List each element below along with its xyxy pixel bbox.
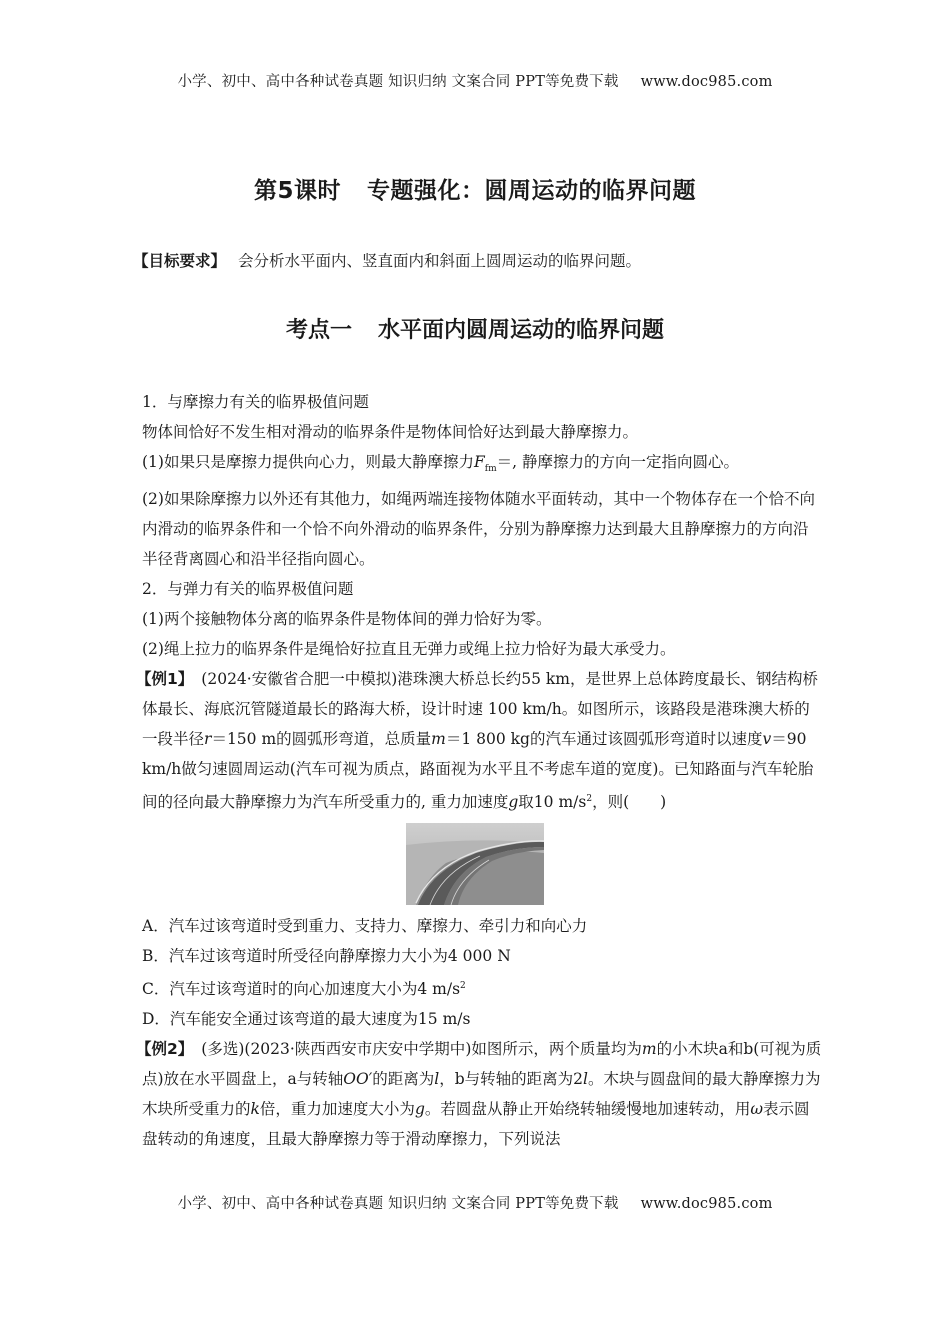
- sup-2: 2: [586, 794, 593, 805]
- var-v: v: [762, 730, 772, 749]
- text: ，b与转轴的距离为2: [439, 1070, 584, 1089]
- goal-tag: 【目标要求】: [133, 252, 227, 270]
- text: (1)如果只是摩擦力提供向心力，则最大静摩擦力: [142, 453, 474, 471]
- footer-site: www.doc985.com: [640, 1196, 773, 1212]
- paragraph-friction-case1: [142, 447, 822, 484]
- paragraph-friction-condition: 物体间恰好不发生相对滑动的临界条件是物体间恰好达到最大静摩擦力。: [142, 423, 639, 441]
- lesson-number: 第5课时: [253, 178, 341, 204]
- section-name: 水平面内圆周运动的临界问题: [378, 318, 665, 343]
- var-r: r: [204, 730, 212, 749]
- subheading-elastic: 2．与弹力有关的临界极值问题: [142, 580, 354, 599]
- text: 表示圆盘转动的角速度，且最大静摩擦力等于滑动摩擦力，下列说法: [142, 1100, 810, 1149]
- page-header: [0, 70, 950, 91]
- text: ＝, 静摩擦力的方向一定指向圆心。: [496, 453, 739, 471]
- var-f: F: [473, 453, 485, 471]
- var-g: g: [508, 793, 519, 812]
- text: 。若圆盘从静止开始绕转轴缓慢地加速转动，用: [424, 1100, 751, 1119]
- var-g: g: [414, 1100, 425, 1119]
- option-c: [142, 971, 822, 1004]
- sub-fm: fm: [484, 464, 497, 475]
- var-axis: OO′: [343, 1070, 373, 1089]
- paragraph-elastic-case1: (1)两个接触物体分离的临界条件是物体间的弹力恰好为零。: [142, 610, 552, 629]
- main-content: [136, 387, 822, 1154]
- var-l: l: [583, 1070, 588, 1089]
- text: ，则( ): [592, 793, 667, 812]
- subheading-friction: 1．与摩擦力有关的临界极值问题: [142, 393, 369, 411]
- var-k: k: [250, 1100, 260, 1119]
- var-m: m: [641, 1040, 657, 1059]
- text: 倍，重力加速度大小为: [259, 1100, 415, 1119]
- footer-text: 小学、初中、高中各种试卷真题 知识归纳 文案合同 PPT等免费下载: [177, 1196, 619, 1212]
- option-a: A．汽车过该弯道时受到重力、支持力、摩擦力、牵引力和向心力: [142, 917, 588, 936]
- text: ＝150 m的圆弧形弯道，总质量: [211, 730, 432, 749]
- page-title: [0, 172, 950, 205]
- page-footer: [0, 1192, 950, 1213]
- text: (2024·安徽省合肥一中模拟)港珠澳大桥总长约55 km，是世界上总体跨度最长、钢结构桥体最长、海底沉管隧道最长的路海大桥，设计时速 100 km/h。如图所示，该路段是港珠澳大桥的一段半径: [142, 670, 819, 749]
- text: 。木块与圆盘间的最大静摩擦力为木块所受重力的: [142, 1070, 821, 1119]
- example-2-tag: 【例2】: [136, 1040, 194, 1059]
- option-b: B．汽车过该弯道时所受径向静摩擦力大小为4 000 N: [142, 947, 511, 966]
- var-l: l: [434, 1070, 440, 1089]
- example-1: [136, 664, 822, 817]
- text: C．汽车过该弯道时的向心加速度大小为4 m/s: [142, 980, 461, 999]
- header-text: 小学、初中、高中各种试卷真题 知识归纳 文案合同 PPT等免费下载: [177, 74, 619, 90]
- sup-2: 2: [460, 981, 466, 992]
- example-1-tag: 【例1】: [136, 670, 194, 689]
- option-d: D．汽车能安全通过该弯道的最大速度为15 m/s: [142, 1010, 471, 1029]
- text: 取10 m/s: [518, 793, 587, 812]
- example-2: [136, 1034, 822, 1154]
- text: ＝90 km/h做匀速圆周运动(汽车可视为质点，路面视为水平且不考虑车道的宽度)。已知路面与汽车轮胎间的径向最大静摩擦力为汽车所受重力的, 重力加速度: [142, 730, 814, 812]
- paragraph-elastic-case2: (2)绳上拉力的临界条件是绳恰好拉直且无弹力或绳上拉力恰好为最大承受力。: [142, 640, 676, 659]
- section-number: 考点一: [285, 318, 352, 343]
- text: ＝1 800 kg的汽车通过该圆弧形弯道时以速度: [445, 730, 763, 749]
- text: 的距离为: [372, 1070, 435, 1089]
- goal-text: 会分析水平面内、竖直面内和斜面上圆周运动的临界问题。: [238, 252, 642, 270]
- learning-goal: [133, 249, 641, 271]
- var-omega: ω: [750, 1100, 764, 1119]
- section-heading: [0, 313, 950, 344]
- var-m: m: [431, 730, 446, 749]
- text: (多选)(2023·陕西西安市庆安中学期中)如图所示，两个质量均为: [201, 1040, 642, 1059]
- text: 的小木块a和b(可视为质点)放在水平圆盘上，a与转轴: [142, 1040, 822, 1089]
- header-site: www.doc985.com: [640, 74, 773, 90]
- lesson-topic: 专题强化：圆周运动的临界问题: [367, 178, 696, 204]
- paragraph-friction-case2: (2)如果除摩擦力以外还有其他力，如绳两端连接物体随水平面转动，其中一个物体存在一个恰不向内滑动的临界条件和一个恰不向外滑动的临界条件，分别为静摩擦力达到最大且静摩擦力的方向沿半径背离圆心和沿半径指向圆心。: [142, 490, 815, 569]
- bridge-photo: [406, 823, 544, 905]
